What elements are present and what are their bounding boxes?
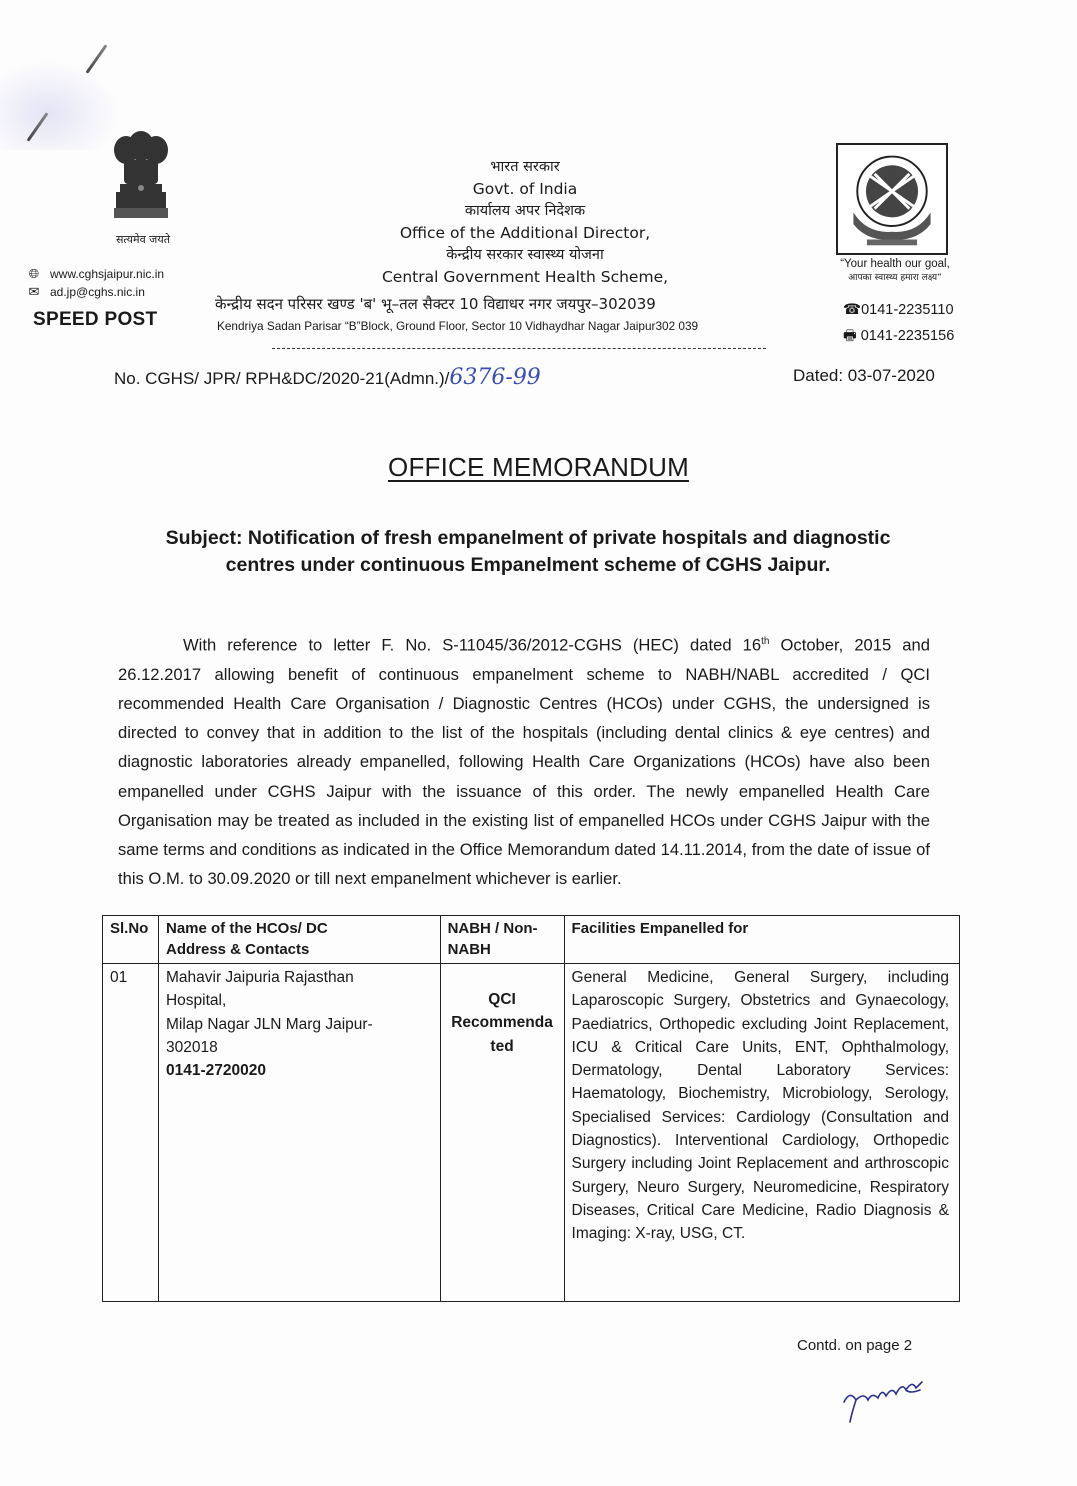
cghs-logo-icon	[836, 143, 948, 255]
signature-icon	[836, 1372, 946, 1427]
hco-phone: 0141-2720020	[165, 1062, 266, 1080]
globe-icon: 🌐︎	[28, 266, 40, 281]
header-line-office-hindi: कार्यालय अपर निदेशक	[464, 203, 586, 219]
continued-note: Contd. on page 2	[797, 1337, 913, 1354]
table-row	[103, 964, 960, 1302]
header-line-govt: Govt. of India	[472, 180, 578, 198]
website-link[interactable]: www.cghsjaipur.nic.in	[50, 267, 165, 281]
header-nabh-line-1: NABH / Non-	[447, 920, 538, 937]
address-hindi: केन्द्रीय सदन परिसर खण्ड 'ब' भू–तल सैक्टर 10 विद्याधर नगर जयपुर–302039	[215, 295, 656, 313]
national-emblem-icon	[110, 130, 172, 222]
header-facilities: Facilities Empanelled for	[564, 916, 959, 964]
nabh-status-line-2: Recommenda	[451, 1014, 553, 1032]
header-line-scheme-hindi: केन्द्रीय सरकार स्वास्थ्य योजना	[446, 247, 604, 263]
nabh-status-line-3: ted	[490, 1037, 514, 1055]
header-name-address	[158, 916, 440, 964]
reference-number-handwritten: 6376-99	[449, 365, 541, 390]
body-text-part1: With reference to letter F. No. S-11045/36/2012-CGHS (HEC) dated 16	[183, 635, 762, 655]
hco-address-line-1: Milap Nagar JLN Marg Jaipur-	[165, 1015, 373, 1033]
table-header-row	[103, 916, 960, 964]
subject	[118, 525, 938, 579]
header-line-govt-hindi: भारत सरकार	[490, 159, 560, 175]
emblem-motto: सत्यमेव जयते	[115, 233, 170, 246]
office-header	[200, 156, 850, 288]
reference-number	[114, 365, 541, 390]
header-name-line-2: Address & Contacts	[165, 941, 310, 958]
dispatch-mode: SPEED POST	[33, 309, 158, 330]
address-english: Kendriya Sadan Parisar “B”Block, Ground Floor, Sector 10 Vidhaydhar Nagar Jaipur302 039	[217, 319, 699, 333]
body-paragraph	[118, 627, 930, 893]
header-sl-no: Sl.No	[103, 916, 159, 964]
hco-address-line-2: 302018	[165, 1038, 218, 1056]
cell-facilities: General Medicine, General Surgery, including Laparoscopic Surgery, Obstetrics and Gynaecology, Paediatrics, Orthopedic excluding Joint Replacement, ICU & Critical Care Units, ENT, Ophthalmology, Dermatology, Dental Laboratory Services: Haematology, Biochemistry, Microbiology, Serology, Specialised Services: Cardiology (Consultation and Diagnostics). Interventional Cardiology, Orthopedic Surgery including Joint Replacement and arthroscopic Surgery, Neuro Surgery, Neuromedicine, Respiratory Diseases, Critical Care Medicine, Radio Diagnosis & Imaging: X-ray, USG, CT.	[564, 964, 959, 1302]
email-link[interactable]: ad.jp@cghs.nic.in	[50, 285, 145, 299]
subject-line-2: centres under continuous Empanelment scheme of CGHS Jaipur.	[225, 554, 831, 576]
ordinal-superscript: th	[761, 636, 770, 647]
tagline-english: “Your health our goal,	[840, 258, 950, 270]
website-contact	[26, 266, 164, 282]
reference-number-printed: No. CGHS/ JPR/ RPH&DC/2020-21(Admn.)/	[114, 369, 450, 388]
cell-hco-details	[158, 964, 440, 1302]
envelope-icon: ✉	[28, 284, 40, 299]
telephone-contact	[843, 302, 954, 318]
telephone-number[interactable]: 0141-2235110	[861, 302, 954, 318]
header-nabh-line-2: NABH	[447, 941, 491, 958]
tagline-hindi: आपका स्वास्थ्य हमारा लक्ष्य”	[848, 273, 942, 283]
header-line-office: Office of the Additional Director,	[399, 224, 651, 242]
cghs-tagline	[815, 257, 975, 285]
header-nabh-status	[440, 916, 564, 964]
fax-contact	[843, 325, 954, 350]
empanelment-table	[102, 915, 960, 1302]
header-line-scheme: Central Government Health Scheme,	[381, 268, 669, 286]
email-contact	[26, 284, 145, 300]
body-text-part2: October, 2015 and 26.12.2017 allowing benefit of continuous empanelment scheme to NABH/NABL accredited / QCI recommended Health Care Organisation / Diagnostic Centres (HCOs) under CGHS, the undersigned is directed to convey that in addition to the list of the hospitals (including dental clinics & eye centres) and diagnostic laboratories already empanelled, following Health Care Organizations (HCOs) have also been empanelled under CGHS Jaipur with the issuance of this order. The newly empanelled Health Care Organisation may be treated as included in the existing list of empanelled HCOs under CGHS Jaipur with the same terms and conditions as indicated in the Office Memorandum dated 14.11.2014, from the date of issue of this O.M. to 30.09.2020 or till next empanelment whichever is earlier.	[118, 635, 930, 889]
fax-number: 0141-2235156	[860, 328, 955, 344]
subject-line-1: Subject: Notification of fresh empanelment of private hospitals and diagnostic	[165, 527, 891, 549]
hco-name-line-1: Mahavir Jaipuria Rajasthan	[165, 969, 354, 986]
nabh-status-line-1: QCI	[488, 991, 516, 1008]
memo-date: Dated: 03-07-2020	[793, 366, 935, 385]
telephone-icon: ☎	[843, 302, 862, 318]
document-title: OFFICE MEMORANDUM	[388, 452, 689, 482]
hco-name-line-2: Hospital,	[165, 992, 227, 1010]
cell-sl-no: 01	[103, 964, 159, 1302]
fax-icon: 🖶︎	[843, 328, 861, 344]
ink-stain	[0, 60, 120, 150]
header-divider	[272, 348, 766, 349]
header-name-line-1: Name of the HCOs/ DC	[165, 920, 328, 937]
cell-nabh-status	[440, 964, 564, 1302]
